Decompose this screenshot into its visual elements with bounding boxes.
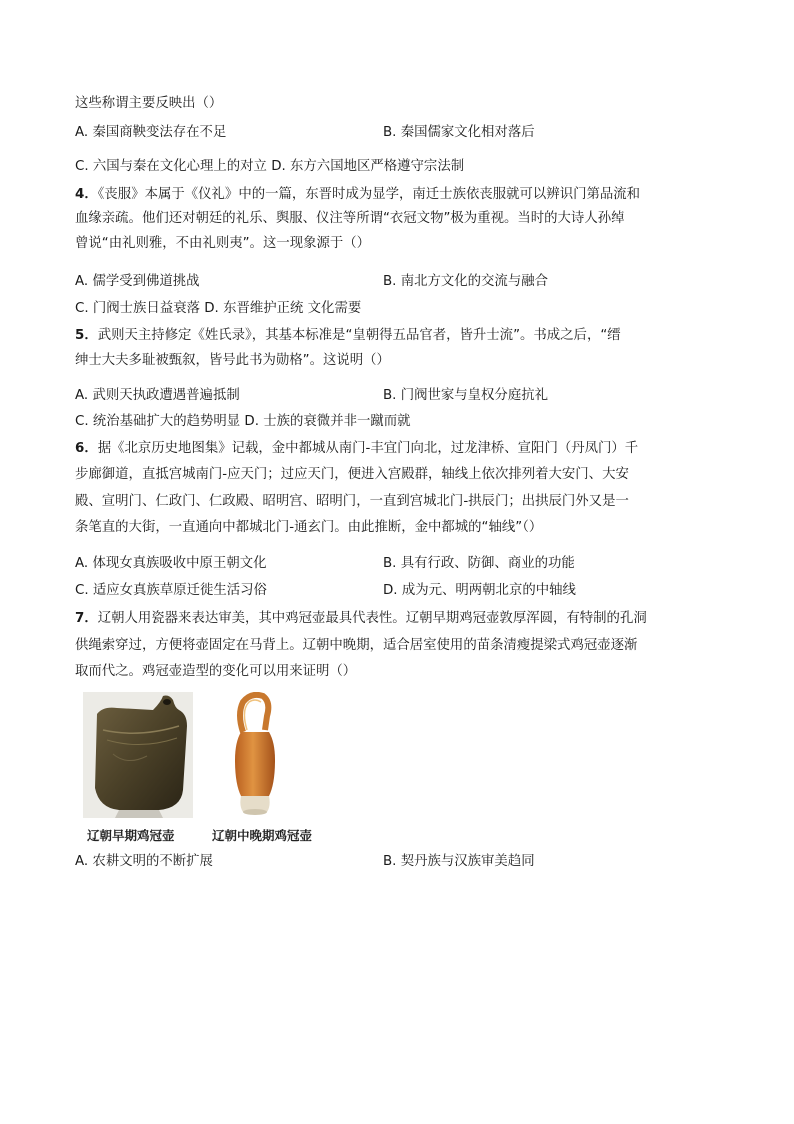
q6-line-3: 殿、宣明门、仁政门、仁政殿、昭明宫、昭明门，一直到宫城北门-拱辰门；出拱辰门外又是一 bbox=[75, 494, 629, 509]
q4-line-1 bbox=[75, 186, 640, 204]
q5-option-cd: C. 统治基础扩大的趋势明显 D. 士族的衰微并非一蹴而就 bbox=[75, 414, 411, 429]
q3-question-tail: 这些称谓主要反映出（） bbox=[75, 96, 223, 111]
q6-line-4: 条笔直的大街，一直通向中都城北门-通玄门。由此推断，金中都城的“轴线”（） bbox=[75, 520, 543, 535]
q7-line-1 bbox=[75, 610, 647, 628]
q5-text-1: 武则天主持修定《姓氏录》，其基本标准是“皇朝得五品官者，皆升士流”。书成之后，“缙 bbox=[97, 328, 621, 343]
q5-number: 5． bbox=[75, 328, 98, 343]
early-liao-cockscomb-pot-image bbox=[83, 692, 193, 818]
q4-number: 4． bbox=[75, 187, 98, 202]
q6-option-d: D. 成为元、明两朝北京的中轴线 bbox=[383, 583, 576, 598]
q4-option-cd: C. 门阀士族日益衰落 D. 东晋维护正统 文化需要 bbox=[75, 301, 362, 316]
q7-number: 7． bbox=[75, 611, 98, 626]
q6-option-c: C. 适应女真族草原迁徙生活习俗 bbox=[75, 583, 267, 598]
q7-line-2: 供绳索穿过，方便将壶固定在马背上。辽朝中晚期，适合居室使用的苗条清瘦提梁式鸡冠壶逐渐 bbox=[75, 638, 638, 653]
q5-option-b: B. 门阀世家与皇权分庭抗礼 bbox=[383, 388, 548, 403]
q7-text-1: 辽朝人用瓷器来表达审美，其中鸡冠壶最具代表性。辽朝早期鸡冠壶敦厚浑圆，有特制的孔洞 bbox=[97, 611, 647, 626]
q6-option-b: B. 具有行政、防御、商业的功能 bbox=[383, 556, 575, 571]
q6-option-a: A. 体现女真族吸收中原王朝文化 bbox=[75, 556, 267, 571]
q6-number: 6． bbox=[75, 441, 98, 456]
caption-early-liao-pot: 辽朝早期鸡冠壶 bbox=[87, 828, 175, 843]
q6-line-2: 步廊御道，直抵宫城南门-应天门；过应天门，便进入宫殿群，轴线上依次排列着大安门、大安 bbox=[75, 467, 629, 482]
q7-line-3: 取而代之。鸡冠壶造型的变化可以用来证明（） bbox=[75, 664, 357, 679]
q4-option-a: A. 儒学受到佛道挑战 bbox=[75, 274, 200, 289]
q6-line-1 bbox=[75, 440, 638, 458]
q3-option-cd: C. 六国与秦在文化心理上的对立 D. 东方六国地区严格遵守宗法制 bbox=[75, 159, 465, 174]
q3-option-b: B. 秦国儒家文化相对落后 bbox=[383, 125, 535, 140]
q4-text-1: 《丧服》本属于《仪礼》中的一篇，东晋时成为显学，南迁士族依丧服就可以辨识门第品流和 bbox=[97, 187, 641, 202]
q5-line-2: 绅士大夫多耻被甄叙，皆号此书为勋格”。这说明（） bbox=[75, 353, 390, 368]
q5-line-1 bbox=[75, 327, 621, 345]
q6-text-1: 据《北京历史地图集》记载，金中都城从南门-丰宜门向北，过龙津桥、宣阳门（丹凤门）千 bbox=[97, 441, 639, 456]
q3-option-a: A. 秦国商鞅变法存在不足 bbox=[75, 125, 227, 140]
q4-option-b: B. 南北方文化的交流与融合 bbox=[383, 274, 548, 289]
q4-line-3: 曾说“由礼则雅，不由礼则夷”。这一现象源于（） bbox=[75, 236, 371, 251]
q7-option-b: B. 契丹族与汉族审美趋同 bbox=[383, 854, 535, 869]
mid-late-liao-cockscomb-pot-image bbox=[225, 692, 285, 818]
q4-line-2: 血缘亲疏。他们还对朝廷的礼乐、舆服、仪注等所谓“衣冠文物”极为重视。当时的大诗人孙绰 bbox=[75, 211, 625, 226]
caption-mid-late-liao-pot: 辽朝中晚期鸡冠壶 bbox=[212, 828, 313, 843]
q7-option-a: A. 农耕文明的不断扩展 bbox=[75, 854, 213, 869]
q5-option-a: A. 武则天执政遭遇普遍抵制 bbox=[75, 388, 240, 403]
